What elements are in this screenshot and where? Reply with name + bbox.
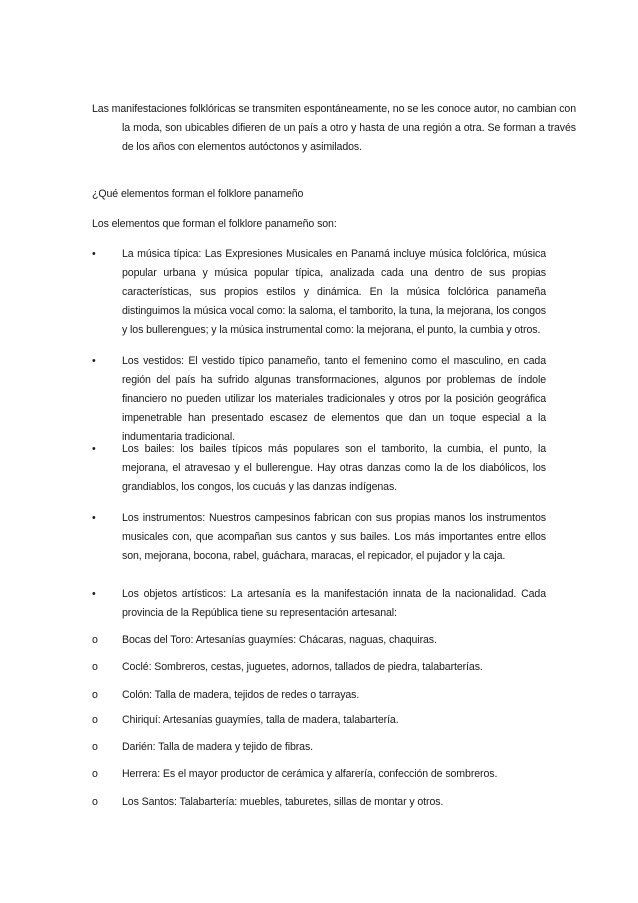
sub-marker: o — [92, 634, 98, 646]
bullet-marker: • — [92, 588, 96, 600]
bullet-text: Los instrumentos: Nuestros campesinos fabrican con sus propias manos los instrumentos musicales con, que acompañan sus cantos y sus bailes. Los más importantes entre ellos son, mejorana, bocona, rabel, guáchara, maracas, el repicador, el pujador y la caja. — [122, 512, 546, 562]
sub-item-text: Darién: Talla de madera y tejido de fibras. — [122, 741, 314, 753]
sub-item-text: Coclé: Sombreros, cestas, juguetes, adornos, tallados de piedra, talabarterías. — [122, 661, 483, 673]
bullet-item-musica — [92, 245, 546, 340]
sub-item-chiriqui — [92, 711, 546, 730]
bullet-marker: • — [92, 443, 96, 455]
sub-item-text: Herrera: Es el mayor productor de cerámica y alfarería, confección de sombreros. — [122, 768, 498, 780]
sub-item-darien — [92, 738, 546, 757]
bullet-text: Los objetos artísticos: La artesanía es la manifestación innata de la nacionalidad. Cada provincia de la República tiene su representación artesanal: — [122, 588, 546, 619]
bullet-item-instrumentos — [92, 509, 546, 566]
sub-marker: o — [92, 689, 98, 701]
sub-marker: o — [92, 768, 98, 780]
sub-item-text: Los Santos: Talabartería: muebles, taburetes, sillas de montar y otros. — [122, 796, 444, 808]
sub-item-colon — [92, 686, 546, 705]
bullet-marker: • — [92, 248, 96, 260]
section-heading: ¿Qué elementos forman el folklore panameño — [92, 188, 304, 200]
bullet-item-bailes — [92, 440, 546, 497]
sub-marker: o — [92, 661, 98, 673]
bullet-item-vestidos — [92, 352, 546, 447]
bullet-text: Los vestidos: El vestido típico panameño, tanto el femenino como el masculino, en cada región del país ha sufrido algunas transformaciones, algunos por problemas de índole financiero no pueden utilizar los materiales tradicionales y otros por la posición geográfica impenetrable han presentado escasez de elementos que dan un toque especial a la indumentaria tradicional. — [122, 355, 546, 443]
sub-item-los-santos — [92, 793, 546, 812]
sub-marker: o — [92, 741, 98, 753]
intro-paragraph: Las manifestaciones folklóricas se transmiten espontáneamente, no se les conoce autor, no cambian con la moda, son ubicables difieren de un país a otro y hasta de una región a otra. Se forman a través de los años con elementos autóctonos y asimilados. — [92, 103, 576, 153]
sub-item-text: Chiriquí: Artesanías guaymíes, talla de madera, talabartería. — [122, 714, 399, 726]
bullet-marker: • — [92, 512, 96, 524]
sub-marker: o — [92, 714, 98, 726]
bullet-text: La música típica: Las Expresiones Musicales en Panamá incluye música folclórica, música popular urbana y música popular típica, analizada cada una dentro de sus propias características, sus propios estilos y dinámica. En la música folclórica panameña distinguimos la música vocal como: la saloma, el tamborito, la tuna, la mejorana, los congos y los bullerengues; y la música instrumental como: la mejorana, el punto, la cumbia y otros. — [122, 248, 546, 336]
lead-paragraph: Los elementos que forman el folklore panameño son: — [92, 218, 337, 230]
sub-item-text: Bocas del Toro: Artesanías guaymíes: Chácaras, naguas, chaquiras. — [122, 634, 437, 646]
sub-item-text: Colón: Talla de madera, tejidos de redes o tarrayas. — [122, 689, 360, 701]
sub-item-cocle — [92, 658, 546, 677]
bullet-text: Los bailes: los bailes típicos más populares son el tamborito, la cumbia, el punto, la mejorana, el atravesao y el bullerengue. Hay otras danzas como la de los diabólicos, los grandiablos, los congos, los cucuás y las danzas indígenas. — [122, 443, 546, 493]
sub-item-bocas-del-toro — [92, 631, 546, 650]
sub-marker: o — [92, 796, 98, 808]
bullet-item-objetos — [92, 585, 546, 623]
bullet-marker: • — [92, 355, 96, 367]
sub-item-herrera — [92, 765, 546, 784]
